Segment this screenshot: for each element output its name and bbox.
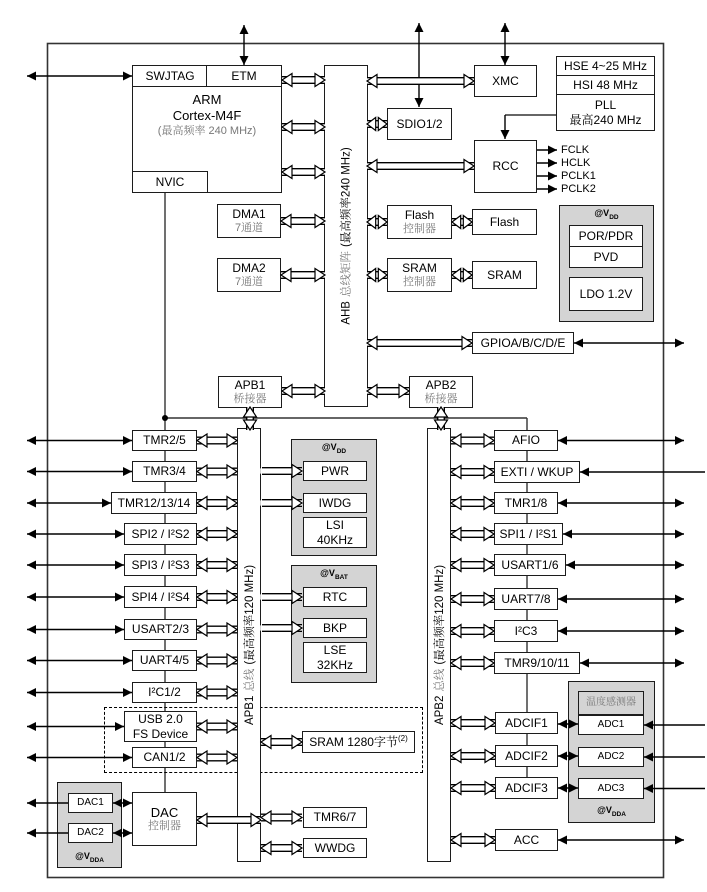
block-dma1: DMA1 7通道 [217, 204, 281, 238]
block-iwdg: IWDG [303, 493, 367, 513]
block-tmr9-10-11: TMR9/10/11 [494, 652, 580, 674]
block-pvd: PVD [569, 246, 643, 268]
block-spi3-i2s3: SPI3 / I²S3 [124, 554, 197, 576]
block-uart7-8: UART7/8 [494, 588, 558, 610]
block-spi4-i2s4: SPI4 / I²S4 [124, 586, 197, 608]
block-adc3: ADC3 [578, 778, 644, 799]
block-acc: ACC [495, 829, 558, 851]
block-adcif2: ADCIF2 [495, 745, 558, 767]
block-flash-controller: Flash 控制器 [387, 205, 452, 239]
block-spi1-i2s1: SPI1 / I²S1 [494, 523, 563, 545]
block-wwdg: WWDG [303, 838, 367, 858]
block-can1-2: CAN1/2 [132, 747, 197, 768]
block-tmr3-4: TMR3/4 [132, 461, 197, 482]
block-tmr12-13-14: TMR12/13/14 [111, 492, 197, 514]
clock-out-pclk1: PCLK1 [561, 170, 596, 183]
vdda-adc-tag: $@V_{DDA}$ [597, 804, 626, 818]
block-afio: AFIO [494, 430, 558, 451]
block-apb1-bridge: APB1 桥接器 [218, 376, 282, 408]
block-dac-controller: DAC 控制器 [132, 792, 197, 846]
block-flash: Flash [472, 209, 537, 235]
vdd-tag: $@V_{DD}$ [594, 208, 619, 221]
block-tmr2-5: TMR2/5 [132, 430, 197, 451]
arm-line1: ARM [192, 92, 222, 107]
block-usb: USB 2.0 FS Device [124, 711, 197, 742]
block-i2c3: I²C3 [494, 620, 558, 642]
block-nvic: NVIC [132, 171, 208, 193]
block-tmr1-8: TMR1/8 [494, 492, 558, 514]
block-apb2-bridge: APB2 桥接器 [409, 376, 473, 408]
block-uart4-5: UART4/5 [132, 650, 197, 671]
block-dac1: DAC1 [68, 793, 113, 813]
block-lse: LSE 32KHz [303, 642, 367, 673]
block-sram-controller: SRAM 控制器 [387, 258, 452, 292]
clock-out-pclk2: PCLK2 [561, 183, 596, 196]
block-temp-sensor: 温度感测器 [578, 691, 644, 715]
block-rcc: RCC [474, 140, 537, 193]
block-pll: PLL 最高240 MHz [556, 94, 655, 131]
block-rtc: RTC [303, 587, 367, 607]
block-usart2-3: USART2/3 [124, 619, 197, 640]
block-pwr: PWR [303, 461, 367, 481]
block-dac2: DAC2 [68, 823, 113, 843]
block-gpio: GPIOA/B/C/D/E [472, 332, 574, 354]
block-etm: ETM [206, 65, 282, 87]
block-swjtag: SWJTAG [132, 65, 208, 87]
block-sram-1280: SRAM 1280字节$^{(2)}$ [302, 731, 415, 753]
vdd-mid-tag: $@V_{DD}$ [321, 442, 347, 455]
bus-apb2: APB2总线(最高频率120 MHz) [427, 428, 451, 862]
block-hsi: HSI 48 MHz [556, 75, 655, 95]
arm-line2: Cortex-M4F [172, 108, 242, 124]
block-bkp: BKP [303, 618, 367, 638]
block-usart1-6: USART1/6 [494, 554, 566, 576]
block-ldo: LDO 1.2V [569, 277, 643, 311]
block-tmr6-7: TMR6/7 [303, 807, 367, 828]
vdda-dac-tag: $@V_{DDA}$ [75, 850, 104, 864]
block-adc2: ADC2 [578, 747, 644, 767]
block-sdio: SDIO1/2 [387, 108, 452, 140]
vbat-tag: $@V_{BAT}$ [320, 568, 348, 581]
block-adc1: ADC1 [578, 715, 644, 735]
block-adcif3: ADCIF3 [495, 777, 558, 799]
arm-core-label [132, 92, 282, 138]
bus-apb1: APB1总线(最高频率120 MHz) [237, 428, 261, 862]
block-hse: HSE 4~25 MHz [556, 56, 655, 76]
block-exti-wkup: EXTI / WKUP [494, 461, 580, 483]
arm-freq: (最高频率 240 MHz) [157, 124, 257, 137]
block-dma2: DMA2 7通道 [217, 258, 281, 292]
block-adcif1: ADCIF1 [495, 712, 558, 734]
block-i2c1-2: I²C1/2 [132, 682, 197, 703]
block-por-pdr: POR/PDR [569, 225, 643, 247]
clock-out-fclk: FCLK [561, 144, 590, 157]
bus-ahb-matrix: AHB总线矩阵(最高频率240 MHz) [324, 65, 368, 407]
block-sram: SRAM [472, 261, 537, 289]
block-lsi: LSI 40KHz [303, 517, 367, 548]
clock-out-hclk: HCLK [561, 157, 591, 170]
block-xmc: XMC [474, 65, 537, 97]
block-spi2-i2s2: SPI2 / I²S2 [124, 523, 197, 545]
